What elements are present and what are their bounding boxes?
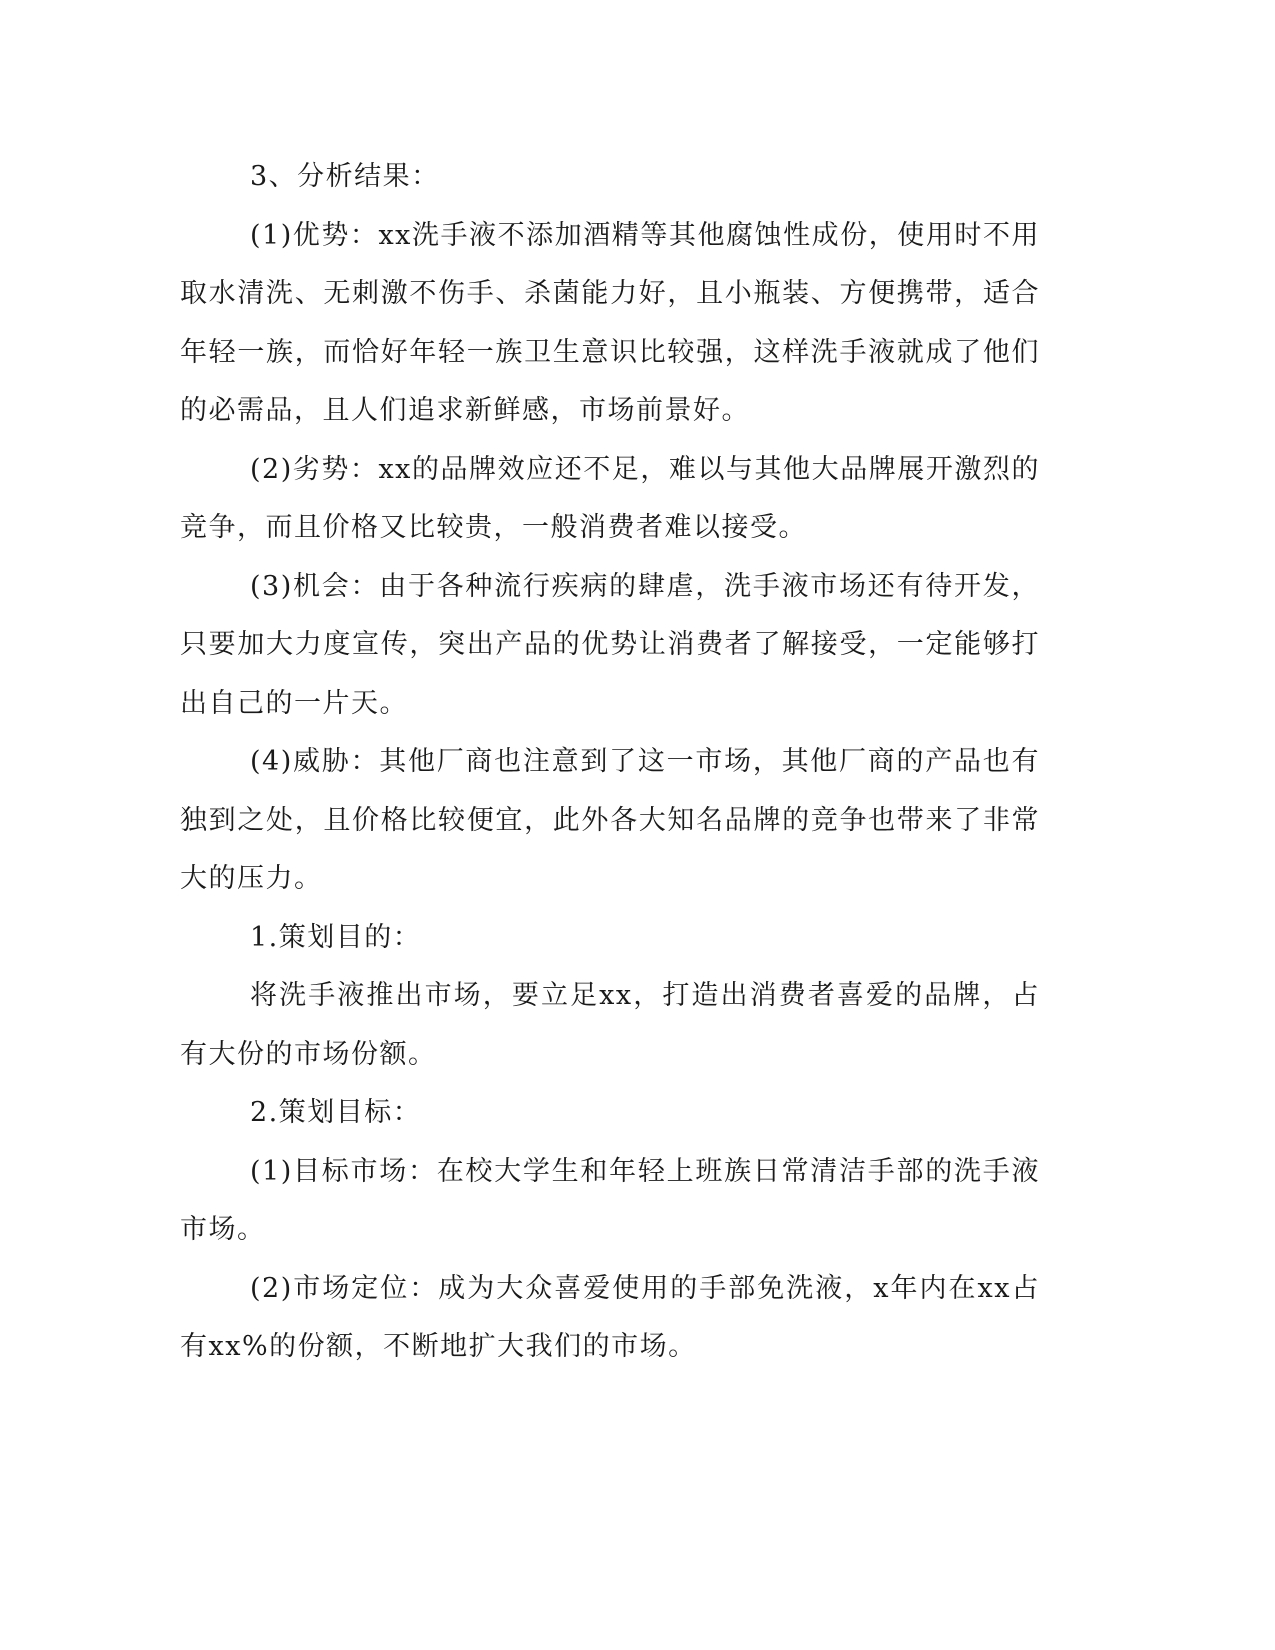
section-heading-goals: 2.策划目标： (250, 1097, 422, 1128)
paragraph-purpose: 将洗手液推出市场，要立足xx，打造出消费者喜爱的品牌，占有大份的市场份额。 (180, 980, 1040, 1070)
section-heading-purpose: 1.策划目的： (250, 921, 422, 953)
paragraph-opportunities: (3)机会：由于各种流行疾病的肆虐，洗手液市场还有待开发，只要加大力度宣传，突出产品的优势让消费者了解接受，一定能够打出自己的一片天。 (180, 570, 1040, 719)
paragraph-weaknesses: (2)劣势：xx的品牌效应还不足，难以与其他大品牌展开激烈的竞争，而且价格又比较贵，一般消费者难以接受。 (180, 453, 1040, 543)
paragraph-strengths: (1)优势：xx洗手液不添加酒精等其他腐蚀性成份，使用时不用取水清洗、无刺激不伤手、杀菌能力好，且小瓶装、方便携带，适合年轻一族，而恰好年轻一族卫生意识比较强，这样洗手液就成了他们的必需品，且人们追求新鲜感，市场前景好。 (180, 219, 1040, 426)
document-body (180, 148, 1040, 1377)
paragraph-market-positioning: (2)市场定位：成为大众喜爱使用的手部免洗液，x年内在xx占有xx%的份额，不断地扩大我们的市场。 (180, 1272, 1040, 1362)
paragraph-threats: (4)威胁：其他厂商也注意到了这一市场，其他厂商的产品也有独到之处，且价格比较便宜，此外各大知名品牌的竞争也带来了非常大的压力。 (180, 746, 1040, 894)
section-heading-analysis: 3、分析结果： (250, 161, 440, 192)
paragraph-target-market: (1)目标市场：在校大学生和年轻上班族日常清洁手部的洗手液市场。 (180, 1155, 1040, 1245)
